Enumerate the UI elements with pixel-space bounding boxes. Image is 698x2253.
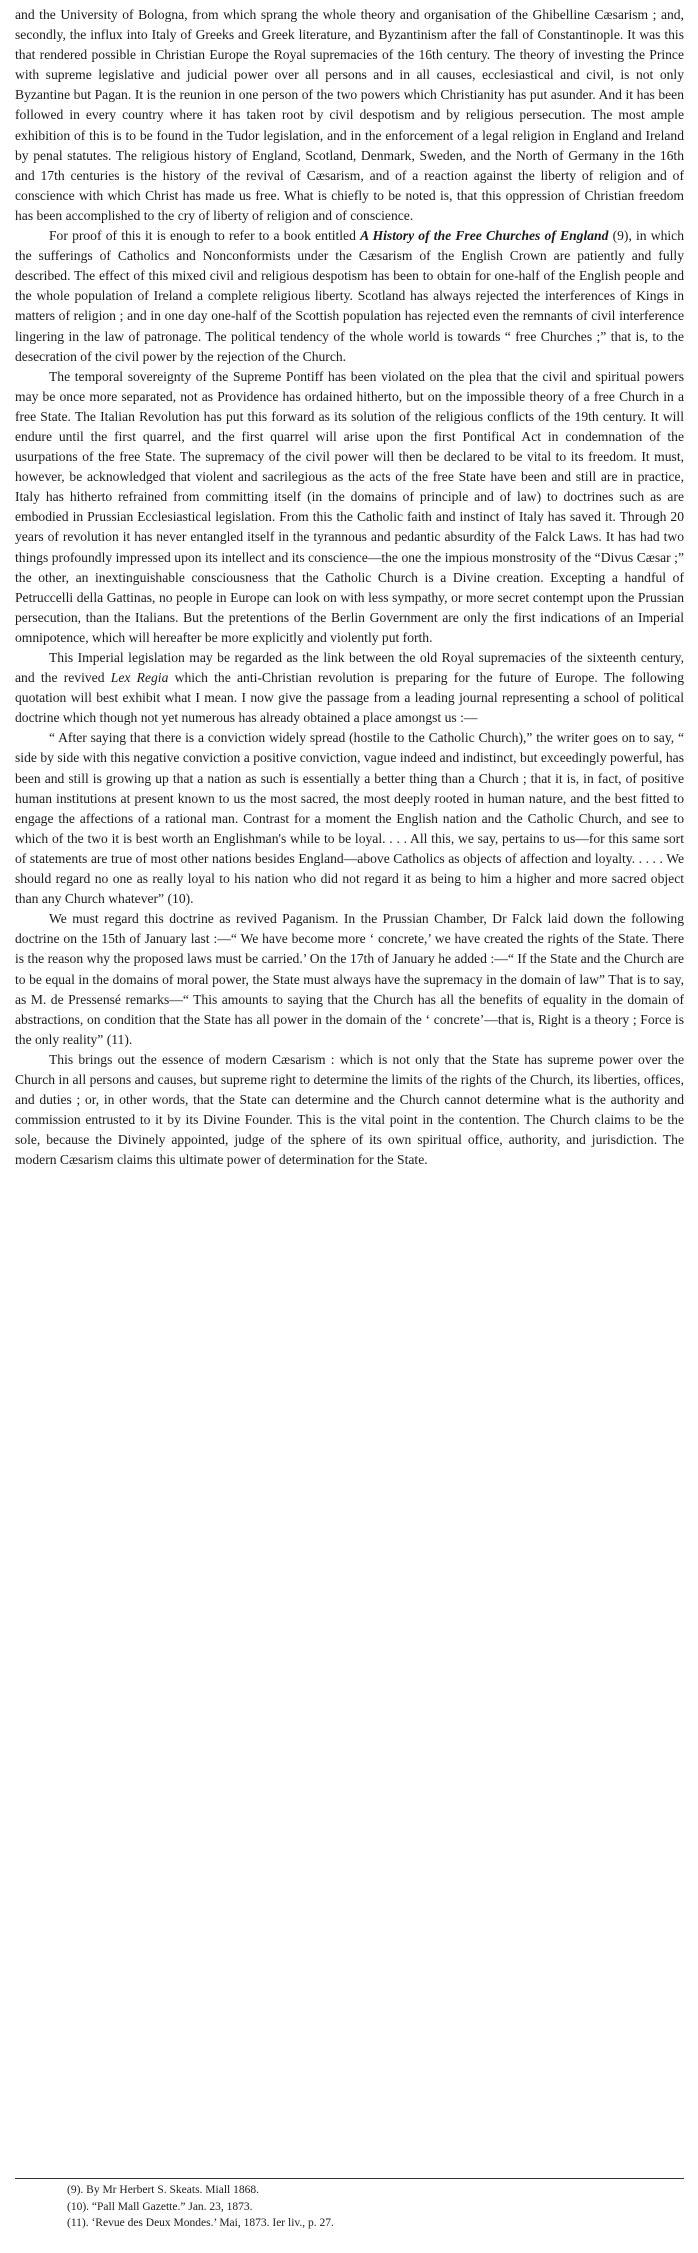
- paragraph-1: and the University of Bologna, from which sprang the whole theory and organisation of the Ghibelline Cæsarism ; and, secondly, the influx into Italy of Greeks and Greek literature, and Byzantinism after the fall of Constantinople. It was this that rendered possible in Christian Europe the Royal supremacies of the 16th century. The theory of investing the Prince with supreme legislative and judicial power over all persons and in all causes, ecclesiastical and civil, is not only Byzantine but Pagan. It is the reunion in one person of the two powers which Christianity has put asunder. And it has been followed in every country where it has taken root by civil despotism and by religious persecution. The most ample exhibition of this is to be found in the Tudor legislation, and in the enforcement of a legal religion in England and Ireland by penal statutes. The religious history of England, Scotland, Denmark, Sweden, and the North of Germany in the 16th and 17th centuries is the history of the revival of Cæsarism, and of a reaction against the liberty of religion and of conscience with which Christ has made us free. What is chiefly to be noted is, that this oppression of Christian freedom has been accomplished to the cry of liberty of religion and of conscience.: [15, 7, 684, 223]
- paragraph-2: [15, 226, 684, 367]
- paragraph-3: The temporal sovereignty of the Supreme Pontiff has been violated on the plea that the civil and spiritual powers may be once more separated, not as Providence has ordained hitherto, but on the impossible theory of a free Church in a free State. The Italian Revolution has put this forward as its solution of the religious conflicts of the 19th century. It will endure until the first quarrel, and the first quarrel will arise upon the first Pontifical Act in condemnation of the usurpations of the free State. The supremacy of the civil power will then be declared to be vital to its freedom. It must, however, be acknowledged that violent and sacrilegious as the acts of the free State have been and still are in practice, Italy has hitherto refrained from committing itself (in the domains of principle and of law) to doctrines such as are embodied in Prussian Ecclesiastical legislation. From this the Catholic faith and instinct of Italy has saved it. Through 20 years of revolution it has never entangled itself in the tyrannous and pedantic absurdity of the Falck Laws. It has had two things profoundly impressed upon its intellect and its conscience—the one the impious monstrosity of the “Divus Cæsar ;” the other, an inextinguishable consciousness that the Catholic Church is a Divine creation. Excepting a handful of Petruccelli della Gattinas, no people in Europe can look on with less sympathy, or more secret contempt upon the Prussian persecution, than the Italians. But the pretentions of the Berlin Government are only the first indications of an Imperial omnipotence, which will hereafter be more explicitly and violently put forth.: [15, 368, 684, 645]
- paragraph-4-lead: This Imperial legislation may be regarded as the link between the old Royal supremacies of the sixteenth century, and the revived: [15, 650, 684, 686]
- lex-regia-term: Lex Regia: [110, 670, 169, 686]
- footnote-11: (11). ‘Revue des Deux Mondes.’ Mai, 1873. Ier liv., p. 27.: [67, 2217, 334, 2229]
- footnotes: [15, 2178, 684, 2232]
- quotation-block: “ After saying that there is a conviction widely spread (hostile to the Catholic Church),” the writer goes on to say, “ side by side with this negative conviction a positive conviction, vague indeed and indistinct, but exceedingly powerful, has been and still is growing up that a nation as such is essentially a better thing than a Church ; that it is, in fact, of positive human institutions at present known to us the most sacred, the most deeply rooted in human nature, and the best fitted to engage the affections of a rational man. Contrast for a moment the English nation and the Catholic Church, and see to which of the two it is best worth an Englishman's while to be loyal. . . . All this, we say, pertains to us—for this same sort of statements are true of most other nations besides England—above Catholics as objects of affection and loyalty. . . . . We should regard no one as really loyal to his nation who did not regard it as being to him a higher and more sacred object than any Church whatever” (10).: [15, 730, 684, 907]
- paragraph-2-body: (9), in which the sufferings of Catholics and Nonconformists under the Cæsarism of the English Crown are patiently and fully described. The effect of this mixed civil and religious despotism has been to obtain for one-half of the English people and the whole population of Ireland a complete religious liberty. Scotland has always rejected the interferences of Kings in matters of religion ; and in one day one-half of the Scottish population has rejected even the remnants of civil interference lingering in the law of patronage. The political tendency of the whole world is towards “ free Churches ;” that is, to the desecration of the civil power by the rejection of the Church.: [15, 228, 684, 364]
- footnote-10: (10). “Pall Mall Gazette.” Jan. 23, 1873.: [67, 2200, 253, 2213]
- paragraph-4: [15, 648, 684, 728]
- paragraph-2-lead: For proof of this it is enough to refer to a book entitled: [49, 228, 356, 244]
- footnote-9: (9). By Mr Herbert S. Skeats. Miall 1868.: [67, 2184, 259, 2196]
- paragraph-6: This brings out the essence of modern Cæsarism : which is not only that the State has supreme power over the Church in all persons and causes, but supreme right to determine the limits of the rights of the Church, its liberties, offices, and duties ; or, in other words, that the State can determine and the Church cannot determine what is the authority and commission entrusted to it by its Divine Founder. This is the vital point in the contention. The Church claims to be the sole, because the Divinely appointed, judge of the sphere of its own spiritual office, authority, and jurisdiction. The modern Cæsarism claims this ultimate power of determination for the State.: [15, 1051, 684, 1168]
- book-title: A History of the Free Churches of England: [360, 228, 609, 244]
- paragraph-4-body: which the anti-Christian revolution is preparing for the future of Europe. The following quotation will best exhibit what I mean. I now give the passage from a leading journal representing a school of political doctrine which though not yet numerous has already obtained a place amongst us :—: [15, 670, 684, 726]
- paragraph-5: We must regard this doctrine as revived Paganism. In the Prussian Chamber, Dr Falck laid down the following doctrine on the 15th of January last :—“ We have become more ‘ concrete,’ we have created the rights of the State. There is the reason why the proposed laws must be carried.’ On the 17th of January he added :—“ If the State and the Church are to be equal in the domains of moral power, the State must always have the supremacy in the domain of law” That is to say, as M. de Pressensé remarks—“ This amounts to saying that the Church has all the benefits of equality in the domain of abstractions, on condition that the State has all power in the domain of the ‘ concrete’—that is, Right is a theory ; Force is the only reality” (11).: [15, 911, 684, 1047]
